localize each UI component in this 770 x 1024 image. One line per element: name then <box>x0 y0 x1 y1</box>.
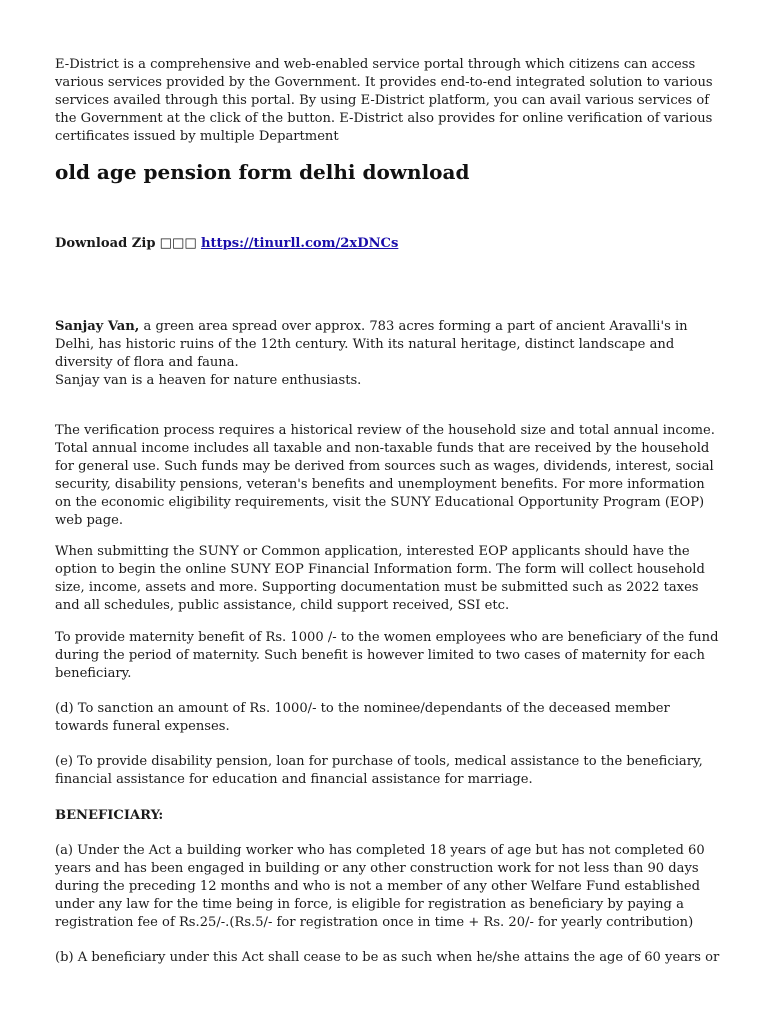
sanjay-van-text: a green area spread over approx. 783 acres forming a part of ancient Aravalli's in Delhi, has historic ruins of the 12th century. With its natural heritage, distinct landscape and diversity of flora and fauna. <box>55 319 688 370</box>
disability-paragraph: (e) To provide disability pension, loan for purchase of tools, medical assistance to the beneficiary, financial assistance for education and financial assistance for marriage. <box>55 754 703 787</box>
sanjay-van-name: Sanjay Van, <box>55 319 140 334</box>
download-link[interactable]: https://tinurll.com/2xDNCs <box>200 236 399 251</box>
maternity-paragraph: To provide maternity benefit of Rs. 1000 /- to the women employees who are beneficiary of the fund during the period of maternity. Such benefit is however limited to two cases of maternity for each beneficiary. <box>55 630 719 681</box>
funeral-paragraph: (d) To sanction an amount of Rs. 1000/- to the nominee/dependants of the deceased member towards funeral expenses. <box>55 701 670 734</box>
suny-paragraph: When submitting the SUNY or Common application, interested EOP applicants should have the option to begin the online SUNY EOP Financial Information form. The form will collect household size, income, assets and more. Supporting documentation must be submitted such as 2022 taxes and all schedules, public assistance, child support received, SSI etc. <box>55 544 705 613</box>
beneficiary-b-paragraph: (b) A beneficiary under this Act shall cease to be as such when he/she attains the age of 60 years or <box>55 950 720 965</box>
download-label: Download Zip <box>55 236 156 251</box>
beneficiary-a-paragraph: (a) Under the Act a building worker who has completed 18 years of age but has not completed 60 years and has been engaged in building or any other construction work for not less than 90 days during the preceding 12 months and who is not a member of any other Welfare Fund established under any law for the time being in force, is eligible for registration as beneficiary by paying a registration fee of Rs.25/-.(Rs.5/- for registration once in time + Rs. 20/- for yearly contribution) <box>55 843 705 930</box>
intro-paragraph: E-District is a comprehensive and web-enabled service portal through which citizens can access various services provided by the Government. It provides end-to-end integrated solution to various services availed through this portal. By using E-District platform, you can avail various services of the Government at the click of the button. E-District also provides for online verification of various certificates issued by multiple Department <box>55 57 713 144</box>
verification-paragraph: The verification process requires a historical review of the household size and total annual income. Total annual income includes all taxable and non-taxable funds that are received by the household for general use. Such funds may be derived from sources such as wages, dividends, interest, social security, disability pensions, veteran's benefits and unemployment benefits. For more information on the economic eligibility requirements, visit the SUNY Educational Opportunity Program (EOP) web page. <box>55 423 715 528</box>
download-arrows: □□□ <box>159 236 197 251</box>
sanjay-van-line2: Sanjay van is a heaven for nature enthusiasts. <box>55 372 362 388</box>
page-title: old age pension form delhi download <box>55 160 470 184</box>
download-line <box>55 235 720 253</box>
sanjay-van-paragraph <box>55 318 720 390</box>
beneficiary-heading: BENEFICIARY: <box>55 808 164 823</box>
